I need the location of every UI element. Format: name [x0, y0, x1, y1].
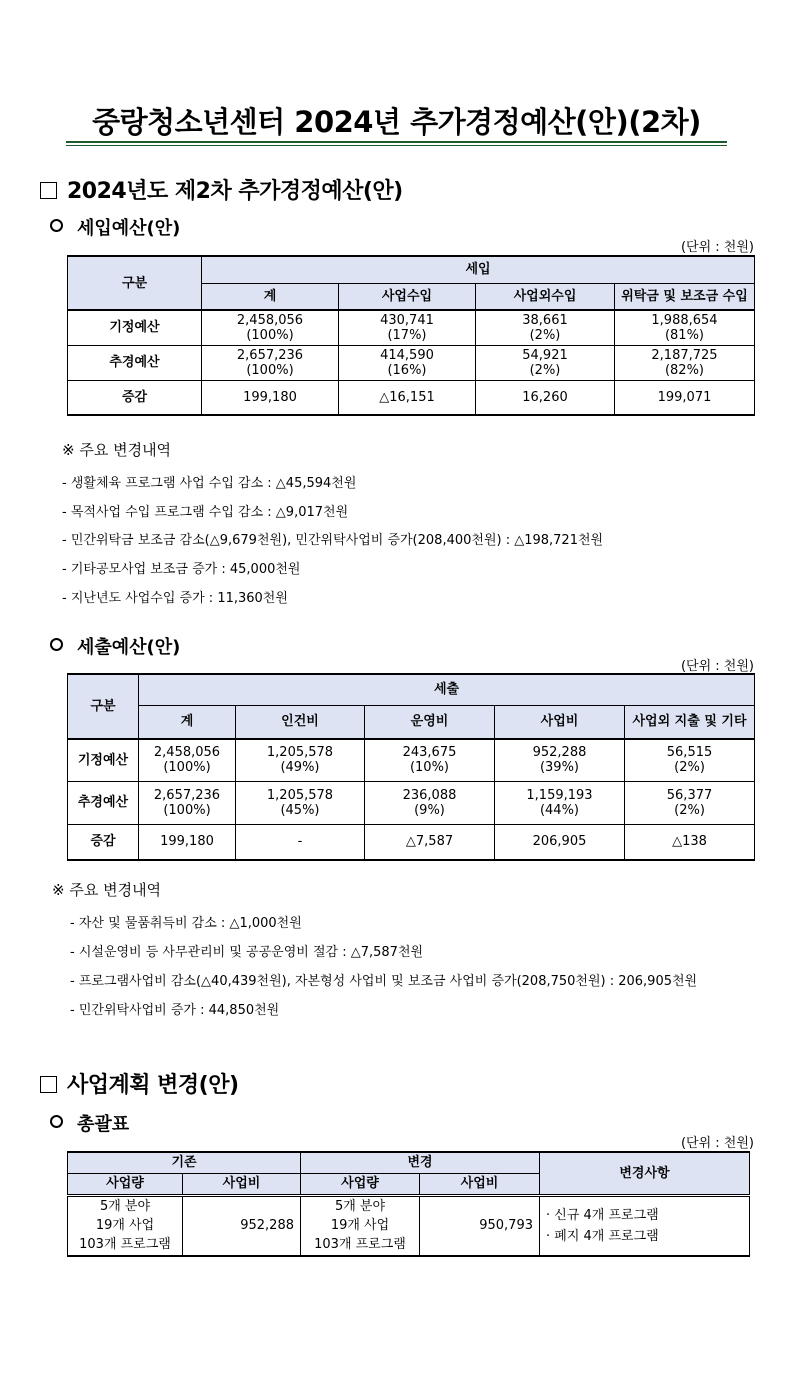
table-cell: 56,377 (2%) [625, 781, 755, 824]
col-header: 사업외수입 [476, 283, 615, 310]
square-bullet-icon [40, 182, 57, 199]
col-header: 위탁금 및 보조금 수입 [615, 283, 755, 310]
note-item: - 민간위탁금 보조금 감소(△9,679천원), 민간위탁사업비 증가(208,400천원) : △198,721천원 [62, 533, 604, 548]
table-cell: 199,180 [139, 824, 236, 860]
col-header: 인건비 [236, 705, 365, 739]
note-item: - 민간위탁사업비 증가 : 44,850천원 [70, 1003, 280, 1018]
table-row [68, 310, 755, 345]
table-cell: 38,661 (2%) [476, 310, 615, 345]
revenue-table [67, 255, 755, 416]
col-header: 사업량 [301, 1173, 420, 1195]
header-after: 변경 [301, 1152, 540, 1173]
table-cell: 2,657,236 (100%) [139, 781, 236, 824]
table-cell: 1,205,578 (49%) [236, 739, 365, 781]
subsection-heading-text: 총괄표 [77, 1114, 130, 1135]
col-header: 사업외 지출 및 기타 [625, 705, 755, 739]
table-row [68, 824, 755, 860]
table-cell: 54,921 (2%) [476, 345, 615, 380]
header-before: 기존 [68, 1152, 301, 1173]
subsection-heading-revenue [50, 214, 180, 240]
row-label: 증감 [68, 824, 139, 860]
table-cell: 1,205,578 (45%) [236, 781, 365, 824]
table-cell: 2,657,236 (100%) [202, 345, 339, 380]
table-cell: 56,515 (2%) [625, 739, 755, 781]
table-cell: 430,741 (17%) [339, 310, 476, 345]
col-header: 사업량 [68, 1173, 183, 1195]
circle-bullet-icon [50, 638, 63, 651]
table-cell: 199,071 [615, 380, 755, 415]
subsection-heading-text: 세입예산(안) [77, 218, 181, 239]
table-row [68, 739, 755, 781]
subsection-heading-text: 세출예산(안) [77, 637, 181, 658]
row-label: 증감 [68, 380, 202, 415]
table-cell: △138 [625, 824, 755, 860]
table-cell: △7,587 [365, 824, 495, 860]
col-header: 계 [202, 283, 339, 310]
changes-cell: · 신규 4개 프로그램 · 폐지 4개 프로그램 [540, 1195, 750, 1256]
square-bullet-icon [40, 1076, 57, 1093]
note-item: - 목적사업 수입 프로그램 수입 감소 : △9,017천원 [62, 505, 349, 520]
table-cell: 206,905 [495, 824, 625, 860]
before-volume-cell: 5개 분야 19개 사업 103개 프로그램 [68, 1195, 183, 1256]
table-cell: △16,151 [339, 380, 476, 415]
section-heading-text: 사업계획 변경(안) [67, 1073, 239, 1098]
unit-label: (단위 : 천원) [680, 659, 754, 674]
col-header: 사업비 [420, 1173, 540, 1195]
table-cell: 236,088 (9%) [365, 781, 495, 824]
after-volume-cell: 5개 분야 19개 사업 103개 프로그램 [301, 1195, 420, 1256]
table-row [68, 1195, 750, 1256]
header-revenue: 세입 [202, 256, 755, 283]
plan-summary-table [67, 1151, 750, 1257]
table-cell: 243,675 (10%) [365, 739, 495, 781]
circle-bullet-icon [50, 1115, 63, 1128]
note-item: - 자산 및 물품취득비 감소 : △1,000천원 [70, 916, 302, 931]
table-cell: 2,187,725 (82%) [615, 345, 755, 380]
row-label: 추경예산 [68, 345, 202, 380]
unit-label: (단위 : 천원) [680, 1136, 754, 1151]
subsection-heading-summary [50, 1110, 129, 1136]
table-cell: 1,988,654 (81%) [615, 310, 755, 345]
col-header: 사업비 [183, 1173, 301, 1195]
note-item: - 프로그램사업비 감소(△40,439천원), 자본형성 사업비 및 보조금 사업비 증가(208,750천원) : 206,905천원 [70, 974, 698, 989]
header-category: 구분 [68, 674, 139, 739]
table-row [68, 781, 755, 824]
header-category: 구분 [68, 256, 202, 310]
row-label: 기정예산 [68, 310, 202, 345]
notes-heading: ※ 주요 변경내역 [62, 441, 172, 459]
subsection-heading-expense [50, 633, 180, 659]
notes-heading: ※ 주요 변경내역 [52, 881, 162, 899]
section-heading-text: 2024년도 제2차 추가경정예산(안) [67, 179, 403, 204]
table-row [68, 380, 755, 415]
expense-table [67, 673, 755, 861]
document-title: 중랑청소년센터 2024년 추가경정예산(안)(2차) [92, 105, 701, 139]
table-cell: - [236, 824, 365, 860]
note-item: - 생활체육 프로그램 사업 수입 감소 : △45,594천원 [62, 476, 357, 491]
section-heading-plan [40, 1068, 239, 1099]
table-cell: 16,260 [476, 380, 615, 415]
col-header: 사업비 [495, 705, 625, 739]
table-cell: 2,458,056 (100%) [139, 739, 236, 781]
title-underline [66, 141, 727, 143]
after-cost-cell: 950,793 [420, 1195, 540, 1256]
row-label: 추경예산 [68, 781, 139, 824]
col-header: 계 [139, 705, 236, 739]
table-cell: 414,590 (16%) [339, 345, 476, 380]
table-row [68, 345, 755, 380]
note-item: - 지난년도 사업수입 증가 : 11,360천원 [62, 591, 288, 606]
row-label: 기정예산 [68, 739, 139, 781]
before-cost-cell: 952,288 [183, 1195, 301, 1256]
note-item: - 시설운영비 등 사무관리비 및 공공운영비 절감 : △7,587천원 [70, 945, 424, 960]
table-cell: 2,458,056 (100%) [202, 310, 339, 345]
col-header: 사업수입 [339, 283, 476, 310]
col-header: 운영비 [365, 705, 495, 739]
table-cell: 199,180 [202, 380, 339, 415]
header-changes: 변경사항 [540, 1152, 750, 1195]
note-item: - 기타공모사업 보조금 증가 : 45,000천원 [62, 562, 301, 577]
unit-label: (단위 : 천원) [680, 240, 754, 255]
section-heading-budget [40, 174, 403, 205]
title-underline-thin [66, 145, 727, 146]
table-cell: 952,288 (39%) [495, 739, 625, 781]
circle-bullet-icon [50, 219, 63, 232]
header-expense: 세출 [139, 674, 755, 705]
table-cell: 1,159,193 (44%) [495, 781, 625, 824]
